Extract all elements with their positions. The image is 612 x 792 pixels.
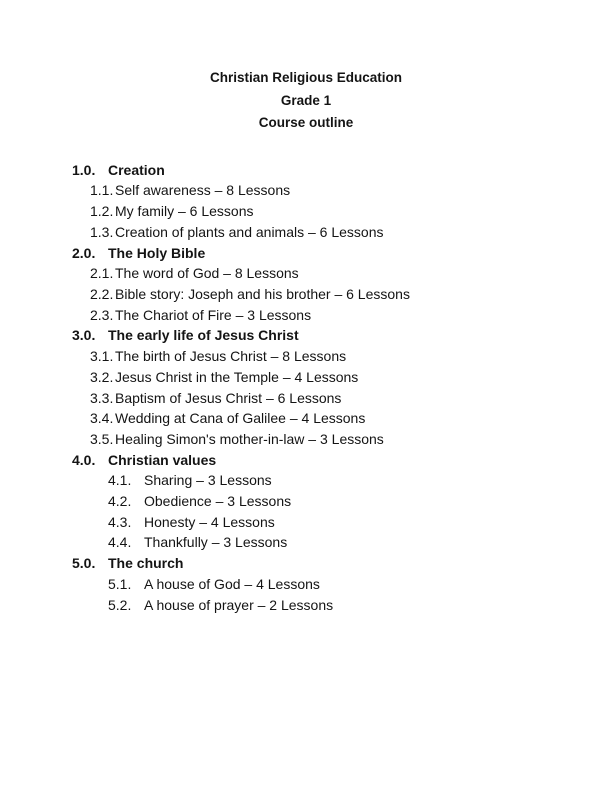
item-text: The Chariot of Fire – 3 Lessons xyxy=(115,306,312,323)
item-number: 1.1. xyxy=(90,182,114,199)
section-title: Christian values xyxy=(108,451,217,468)
item-text: Sharing – 3 Lessons xyxy=(144,472,272,489)
item-number: 2.3. xyxy=(90,306,114,323)
item-number: 3.1. xyxy=(90,348,114,365)
section-heading xyxy=(72,553,540,574)
item-number: 3.4. xyxy=(90,410,114,427)
item-text: A house of prayer – 2 Lessons xyxy=(144,596,334,613)
document-title: Christian Religious Education xyxy=(209,70,403,85)
outline-item xyxy=(72,305,540,326)
outline-item xyxy=(72,429,540,450)
section-title: The early life of Jesus Christ xyxy=(108,327,299,344)
outline-item xyxy=(72,595,540,616)
item-number: 4.3. xyxy=(108,513,132,530)
outline-item xyxy=(72,263,540,284)
item-number: 5.2. xyxy=(108,596,132,613)
section-heading xyxy=(72,325,540,346)
outline-item xyxy=(72,201,540,222)
section-number: 1.0. xyxy=(72,161,96,178)
item-number: 1.3. xyxy=(90,223,114,240)
item-number: 3.5. xyxy=(90,430,114,447)
outline-item xyxy=(72,180,540,201)
item-text: Thankfully – 3 Lessons xyxy=(144,534,288,551)
item-number: 4.1. xyxy=(108,472,132,489)
course-outline-list xyxy=(72,160,540,615)
outline-item xyxy=(72,388,540,409)
outline-item xyxy=(72,532,540,553)
item-text: Jesus Christ in the Temple – 4 Lessons xyxy=(115,368,359,385)
section-title: The church xyxy=(108,555,184,572)
item-number: 4.2. xyxy=(108,493,132,510)
item-text: My family – 6 Lessons xyxy=(115,203,254,220)
item-text: The birth of Jesus Christ – 8 Lessons xyxy=(115,348,347,365)
item-number: 4.4. xyxy=(108,534,132,551)
section-number: 4.0. xyxy=(72,451,96,468)
section-title: The Holy Bible xyxy=(108,244,206,261)
section-heading xyxy=(72,160,540,181)
outline-item xyxy=(72,222,540,243)
outline-item xyxy=(72,408,540,429)
item-text: Honesty – 4 Lessons xyxy=(144,513,275,530)
section-title: Creation xyxy=(108,161,165,178)
section-number: 3.0. xyxy=(72,327,96,344)
item-number: 2.2. xyxy=(90,286,114,302)
item-text: Creation of plants and animals – 6 Lessons xyxy=(115,223,384,240)
item-number: 1.2. xyxy=(90,203,114,220)
item-text: A house of God – 4 Lessons xyxy=(144,575,320,592)
item-text: Obedience – 3 Lessons xyxy=(144,493,292,510)
grade-subtitle: Grade 1 xyxy=(280,92,332,108)
item-text: Self awareness – 8 Lessons xyxy=(115,182,291,199)
section-number: 5.0. xyxy=(72,555,96,572)
item-text: Baptism of Jesus Christ – 6 Lessons xyxy=(115,389,342,406)
title-block xyxy=(72,67,540,135)
outline-item xyxy=(72,346,540,367)
item-text: Bible story: Joseph and his brother – 6 Lessons xyxy=(115,286,410,302)
outline-item xyxy=(72,367,540,388)
item-number: 3.2. xyxy=(90,368,114,385)
item-number: 2.1. xyxy=(90,265,114,282)
item-text: The word of God – 8 Lessons xyxy=(115,265,299,282)
section-heading xyxy=(72,450,540,471)
item-number: 3.3. xyxy=(90,389,114,406)
item-text: Wedding at Cana of Galilee – 4 Lessons xyxy=(115,410,366,427)
course-outline-subtitle: Course outline xyxy=(258,115,354,131)
section-heading xyxy=(72,243,540,264)
outline-item xyxy=(72,470,540,491)
outline-item xyxy=(72,574,540,595)
outline-item xyxy=(72,284,540,305)
section-number: 2.0. xyxy=(72,244,96,261)
item-number: 5.1. xyxy=(108,575,132,592)
outline-item xyxy=(72,512,540,533)
item-text: Healing Simon's mother-in-law – 3 Lessons xyxy=(115,430,384,447)
outline-item xyxy=(72,491,540,512)
